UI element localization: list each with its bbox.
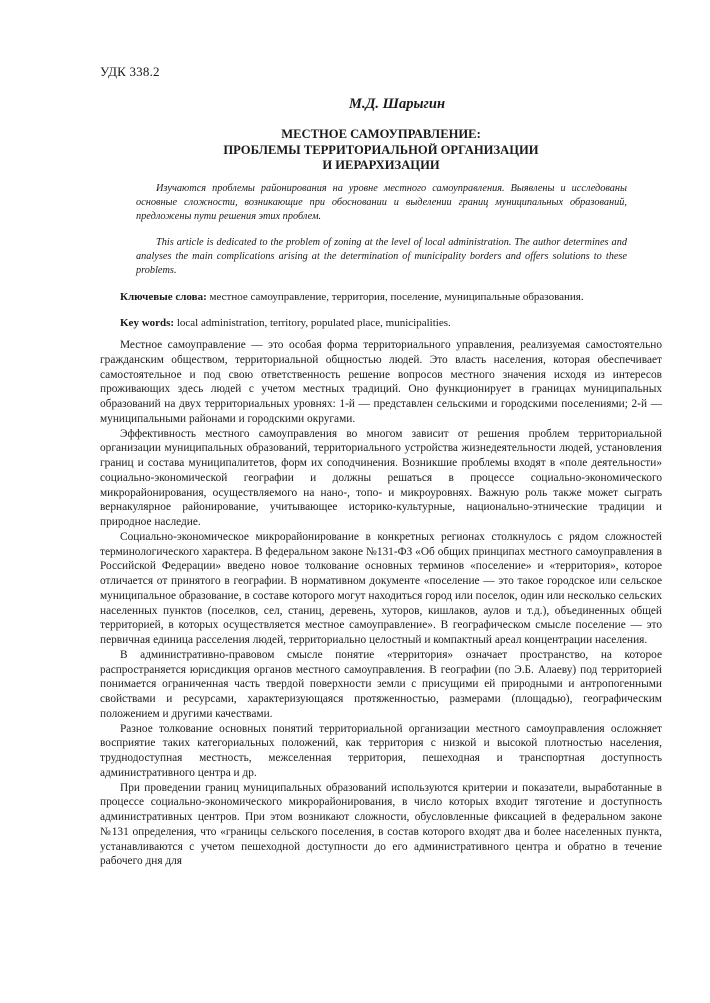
body-paragraph: В административно-правовом смысле понятие «территория» означает пространство, на которое распространяется юрисдикция органов местного самоуправления. В географии (по Э.Б. Алаеву) под территорией понимается ограниченная часть твердой поверхности земли с присущими ей природными и антропогенными свойствами и ресурсами, характеризующаяся протяженностью, размерами (площадью), географическим положением и другими качествами. — [100, 648, 662, 720]
keywords-russian — [120, 290, 662, 304]
keywords-text: local administration, territory, populated place, municipalities. — [174, 317, 451, 329]
title-line: И ИЕРАРХИЗАЦИИ — [322, 158, 440, 172]
keywords-english — [120, 316, 662, 330]
body-paragraph: При проведении границ муниципальных образований используются критерии и показатели, выработанные в процессе социально-экономического микрорайонирования, в число которых входит тяготение и доступность административных центров. При этом возникают сложности, обусловленные фиксацией в федеральном законе №131 определения, что «границы сельского поселения, в состав которого входят два и более населенных пункта, устанавливаются с учетом пешеходной доступности до его административного центра и обратно в течение рабочего дня для — [100, 781, 662, 868]
body-paragraph: Местное самоуправление — это особая форма территориального управления, реализуемая самостоятельно гражданским обществом, территориальной общностью людей. Это власть населения, которая обеспечивает самостоятельное и под свою ответственность решение вопросов местного значения исходя из интересов проживающих здесь людей с учетом местных традиций. Оно функционирует в границах муниципальных образований на двух территориальных уровнях: 1-й — представлен сельскими и городскими поселениями; 2-й — муниципальными районами и городскими округами. — [100, 339, 662, 425]
body-paragraph: Разное толкование основных понятий территориальной организации местного самоуправления осложняет восприятие таких категориальных положений, как территория с низкой и высокой плотностью населения, труднодоступная местность, межселенная территория, пешеходная и транспортная доступность административного центра и др. — [100, 722, 662, 779]
keywords-text: местное самоуправление, территория, поселение, муниципальные образования. — [206, 291, 584, 303]
author-name: М.Д. Шарыгин — [348, 96, 446, 112]
abstract-english: This article is dedicated to the problem of zoning at the level of local administration. The author determines and analyses the main complications arising at the determination of municipality borders and offers solutions to these problems. — [136, 237, 627, 277]
title-line: ПРОБЛЕМЫ ТЕРРИТОРИАЛЬНОЙ ОРГАНИЗАЦИИ — [223, 142, 539, 157]
body-paragraph: Эффективность местного самоуправления во многом зависит от решения проблем территориальной организации муниципальных образований, территориального устройства жизнедеятельности людей, установления границ и состава муниципалитетов, форм их соподчинения. Возникшие проблемы входят в «поле деятельности» социально-экономической географии и должны решаться в процессе социально-экономического микрорайонирования, осуществляемого на нано-, топо- и микроуровнях. Важную роль также может сыграть вернакулярное районирование, учитывающее историко-культурные, национально-этнические традиции и природное наследие. — [100, 427, 662, 528]
article-title — [100, 127, 662, 174]
keywords-label: Key words: — [120, 317, 175, 329]
udk-code: УДК 338.2 — [100, 64, 160, 79]
abstract-russian: Изучаются проблемы районирования на уровне местного самоуправления. Выявлены и исследованы основные сложности, возникающие при обосновании и выделении границ муниципальных образований, предложены пути решения этих проблем. — [136, 183, 627, 223]
article-body — [100, 338, 662, 869]
title-line: МЕСТНОЕ САМОУПРАВЛЕНИЕ: — [281, 127, 481, 141]
keywords-label: Ключевые слова: — [120, 291, 207, 303]
body-paragraph: Социально-экономическое микрорайонирование в конкретных регионах столкнулось с рядом сложностей терминологического характера. В федеральном законе №131-ФЗ «Об общих принципах местного самоуправления в Российской Федерации» введено новое толкование основных терминов «поселение» и «территория», которое отличается от принятого в географии. В нормативном документе «поселение — это такое городское или сельское муниципальное образование, в составе которого могут находиться город или поселок, один или несколько сельских населенных пунктов (поселков, сел, станиц, деревень, хуторов, кишлаков, аулов и т.д.), объединенных общей территорией, в которых осуществляется местное самоуправление». В географическом смысле поселение — это первичная единица расселения людей, территориально целостный и компактный ареал концентрации населения. — [100, 530, 662, 646]
